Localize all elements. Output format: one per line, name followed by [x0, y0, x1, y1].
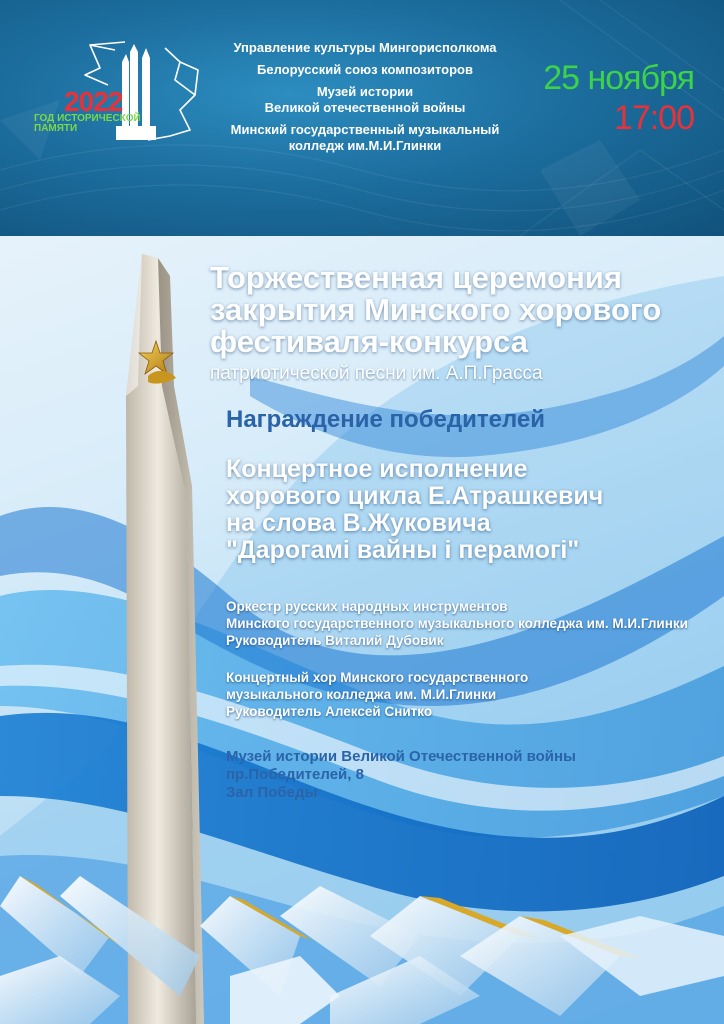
concert-line: "Дарогамі вайны і перамогі" — [226, 536, 580, 564]
orchestra-block — [226, 598, 715, 649]
organizer-line: Великой отечественной войны — [264, 100, 466, 115]
concert-line: на слова В.Жуковича — [226, 509, 491, 537]
performer-line: музыкального колледжа им. М.И.Глинки — [226, 687, 497, 702]
event-content — [210, 262, 715, 802]
concert-line: хорового цикла Е.Атрашкевич — [226, 482, 604, 510]
title-line: Торжественная церемония — [210, 260, 622, 295]
performer-line: Руководитель Виталий Дубовик — [226, 633, 444, 648]
venue-line: Музей истории Великой Отечественной войны — [226, 748, 576, 765]
event-subtitle: патриотической песни им. А.П.Грасса — [210, 363, 543, 384]
award-heading: Награждение победителей — [226, 406, 545, 433]
event-title — [210, 262, 715, 358]
logo-year: 2022 — [64, 86, 123, 117]
concert-description — [226, 456, 715, 564]
venue-line: пр.Победителей, 8 — [226, 766, 364, 783]
title-line: закрытия Минского хорового — [210, 292, 662, 327]
organizer-line: Музей истории — [316, 84, 414, 99]
organizer-line: Белорусский союз композиторов — [257, 62, 473, 77]
performer-line: Концертный хор Минского государственного — [226, 670, 529, 685]
organizer-line: Минский государственный музыкальный — [230, 122, 500, 137]
choir-block — [226, 669, 715, 720]
concert-line: Концертное исполнение — [226, 455, 528, 483]
venue — [226, 748, 715, 802]
header-band — [0, 0, 724, 236]
year-of-memory-logo — [30, 40, 205, 150]
organizer-line: Управление культуры Мингорисполкома — [233, 40, 497, 55]
event-datetime — [543, 58, 694, 138]
organizers — [200, 40, 530, 160]
event-time: 17:00 — [613, 99, 694, 137]
title-line: фестиваля-конкурса — [210, 324, 528, 359]
venue-line: Зал Победы — [226, 784, 318, 801]
performers — [226, 598, 715, 720]
performer-line: Оркестр русских народных инструментов — [226, 599, 508, 614]
performer-line: Минского государственного музыкального колледжа им. М.И.Глинки — [226, 616, 688, 631]
organizer-line: колледж им.М.И.Глинки — [288, 138, 442, 153]
logo-caption: ГОД ИСТОРИЧЕСКОЙ ПАМЯТИ — [34, 113, 141, 134]
performer-line: Руководитель Алексей Снитко — [226, 704, 433, 719]
event-date: 25 ноября — [543, 59, 694, 97]
